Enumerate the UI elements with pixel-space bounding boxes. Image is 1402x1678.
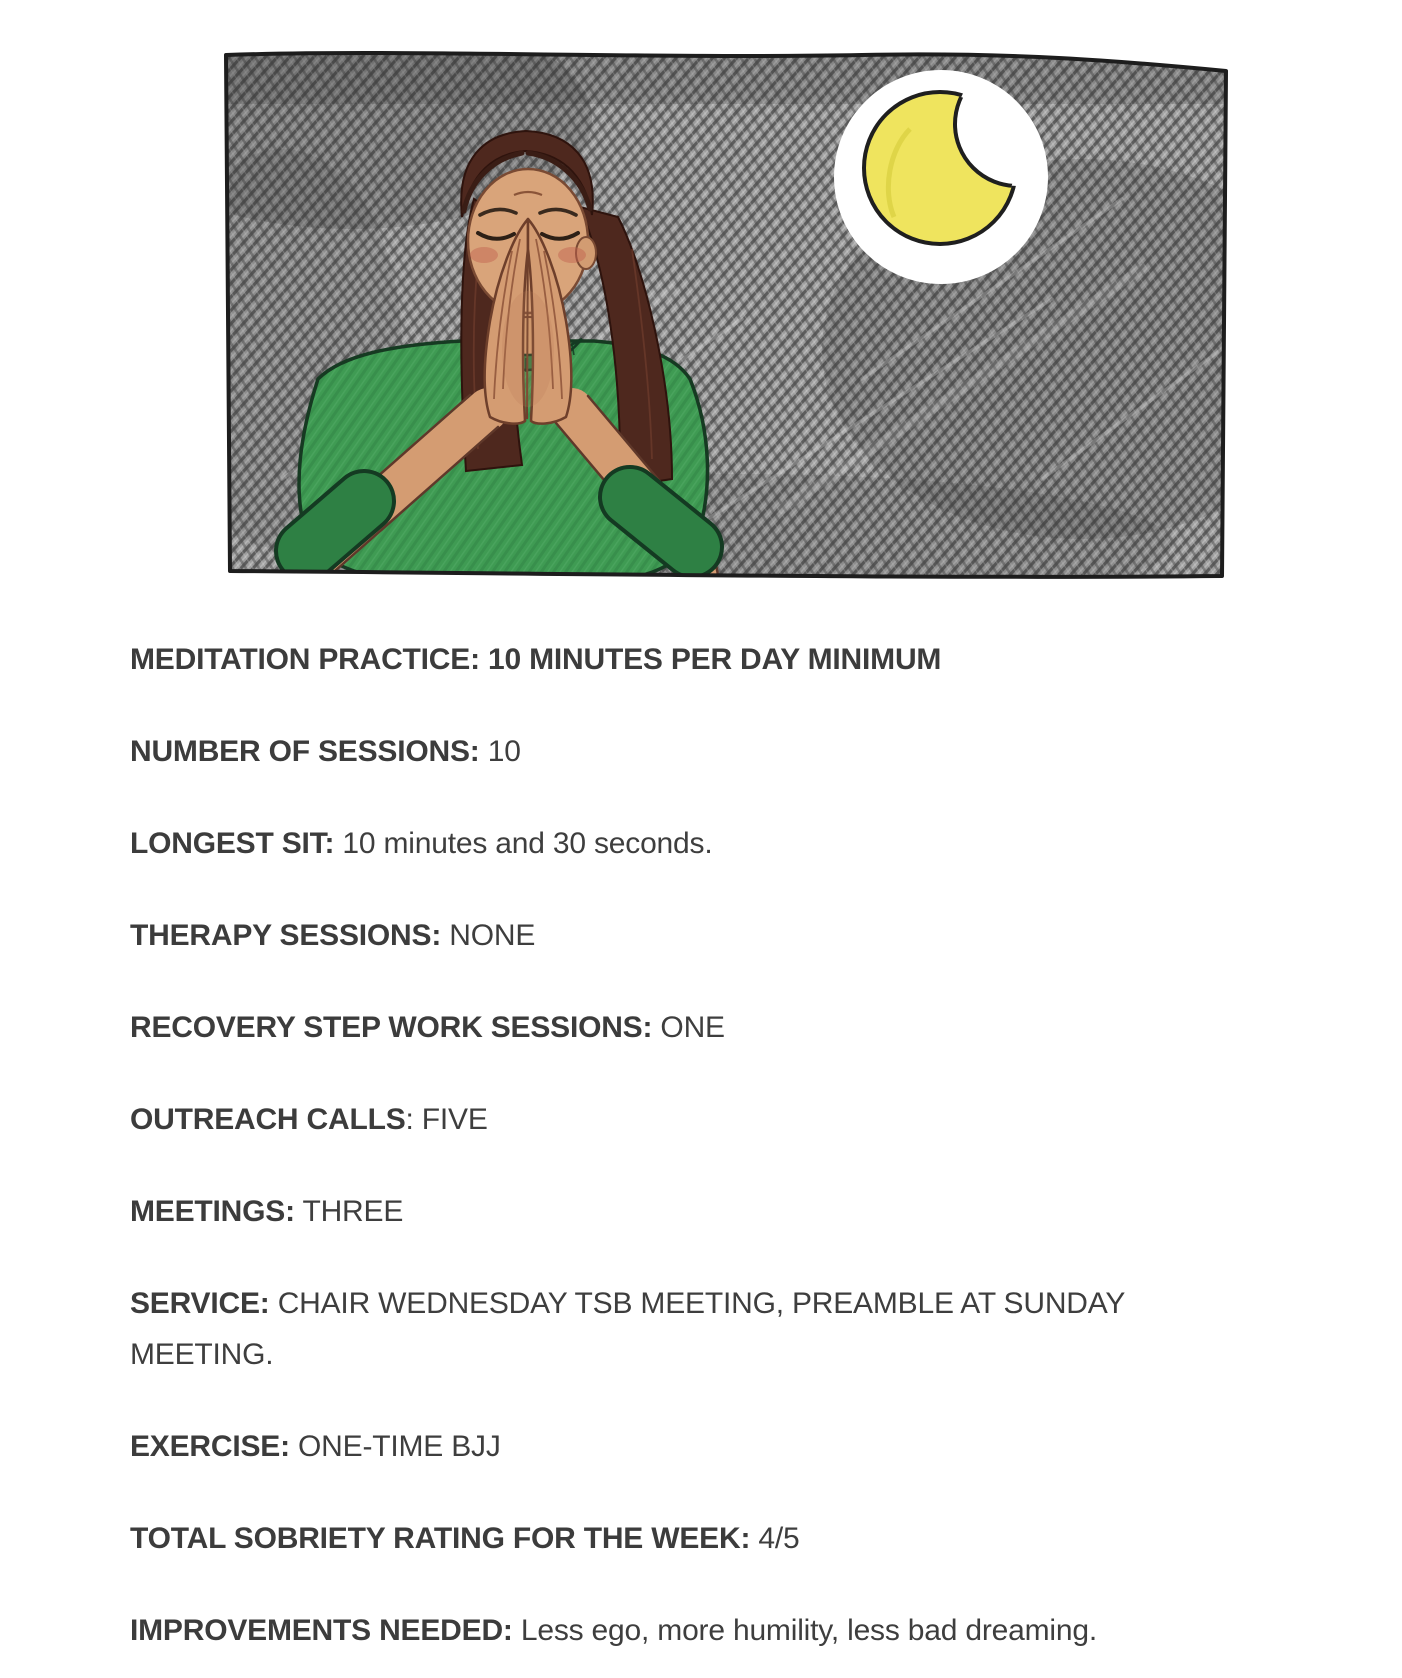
report-label: OUTREACH CALLS [130,1103,406,1136]
report-entry-outreach-calls [130,1094,1220,1145]
report-value: ONE [652,1011,725,1044]
report-label: RECOVERY STEP WORK SESSIONS: [130,1011,653,1044]
report [130,634,1220,1656]
report-value: CHAIR WEDNESDAY TSB MEETING, PREAMBLE AT SUNDAY MEETING. [130,1287,1125,1371]
hand-shading [502,291,554,407]
right-cuff [630,497,692,547]
report-entry-number-of-sessions [130,726,1220,777]
report-entry-sobriety-rating [130,1513,1220,1564]
report-value: NONE [441,919,536,952]
report-entry-meditation-practice [130,634,1220,685]
report-entry-recovery-step-work [130,1002,1220,1053]
report-label: LONGEST SIT: [130,827,335,860]
report-label: THERAPY SESSIONS: [130,919,442,952]
report-label: TOTAL SOBRIETY RATING FOR THE WEEK: [130,1522,751,1555]
blush-left [470,247,498,263]
report-entry-longest-sit [130,818,1220,869]
night-meditation-drawing [222,49,1228,579]
report-value: : FIVE [405,1103,488,1136]
report-label: NUMBER OF SESSIONS: [130,735,480,768]
report-value: 10 [479,735,521,768]
report-label: MEETINGS: [130,1195,295,1228]
report-label: EXERCISE: [130,1430,290,1463]
report-value: ONE-TIME BJJ [289,1430,501,1463]
report-value: THREE [294,1195,404,1228]
report-label: IMPROVEMENTS NEEDED: [130,1614,513,1647]
report-value: 10 minutes and 30 seconds. [334,827,713,860]
hero-illustration [222,49,1228,579]
report-entry-service [130,1278,1220,1380]
report-entry-therapy-sessions [130,910,1220,961]
report-entry-improvements-needed [130,1605,1220,1656]
report-value: 4/5 [750,1522,800,1555]
night-sky [222,49,1228,579]
report-label: SERVICE: [130,1287,270,1320]
left-cuff [306,501,364,551]
report-label: MEDITATION PRACTICE: 10 MINUTES PER DAY MINIMUM [130,643,942,676]
report-entry-meetings [130,1186,1220,1237]
report-value: Less ego, more humility, less bad dreaming. [512,1614,1097,1647]
report-entry-exercise [130,1421,1220,1472]
blush-right [558,247,586,263]
